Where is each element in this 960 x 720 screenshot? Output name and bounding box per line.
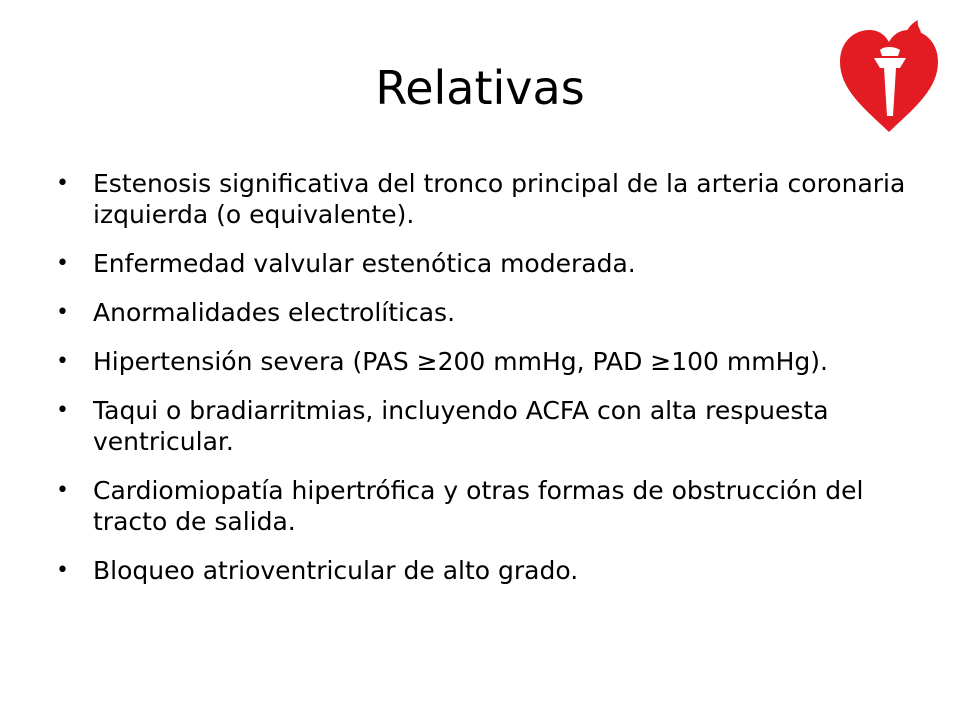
bullet-list — [56, 168, 916, 604]
heart-torch-icon — [836, 10, 942, 134]
slide-title: Relativas — [375, 61, 585, 115]
bullet-text: Taqui o bradiarritmias, incluyendo ACFA con alta respuesta ventricular. — [93, 396, 829, 456]
bullet-text: Estenosis significativa del tronco principal de la arteria coronaria izquierda (o equivalente). — [93, 169, 906, 229]
bullet-text: Bloqueo atrioventricular de alto grado. — [93, 556, 579, 585]
bullet-dot: • — [56, 558, 69, 583]
list-item — [56, 475, 916, 537]
list-item — [56, 168, 916, 230]
list-item — [56, 248, 916, 279]
bullet-text: Hipertensión severa (PAS ≥200 mmHg, PAD ≥100 mmHg). — [93, 347, 828, 376]
list-item — [56, 297, 916, 328]
bullet-text: Cardiomiopatía hipertrófica y otras formas de obstrucción del tracto de salida. — [93, 476, 864, 536]
bullet-dot: • — [56, 171, 69, 196]
list-item — [56, 395, 916, 457]
bullet-dot: • — [56, 349, 69, 374]
bullet-dot: • — [56, 251, 69, 276]
bullet-dot: • — [56, 398, 69, 423]
list-item — [56, 346, 916, 377]
bullet-dot: • — [56, 300, 69, 325]
list-item — [56, 555, 916, 586]
bullet-text: Anormalidades electrolíticas. — [93, 298, 456, 327]
bullet-dot: • — [56, 478, 69, 503]
bullet-text: Enfermedad valvular estenótica moderada. — [93, 249, 636, 278]
